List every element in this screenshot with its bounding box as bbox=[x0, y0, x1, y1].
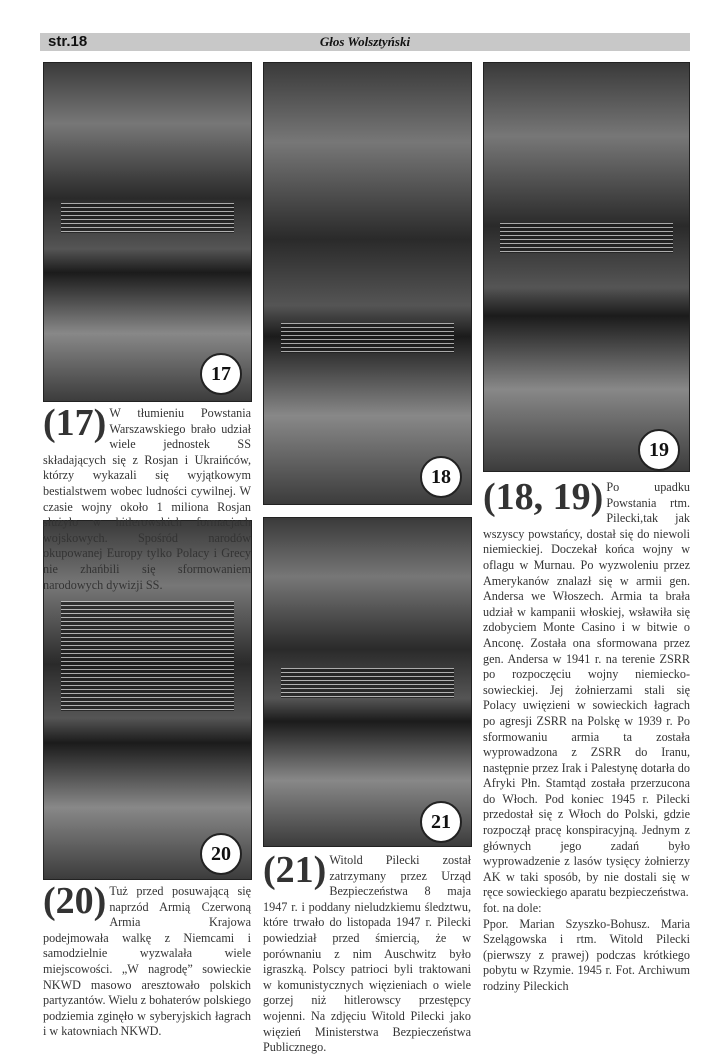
photo-label: fot. na dole: bbox=[483, 901, 542, 916]
photo-number-badge: 18 bbox=[420, 456, 462, 498]
page-header bbox=[40, 33, 690, 51]
photo-number-badge: 17 bbox=[200, 353, 242, 395]
photo-number-badge: 19 bbox=[638, 429, 680, 471]
article-number: (21) bbox=[263, 849, 327, 891]
article-number: (17) bbox=[43, 402, 107, 444]
page-number: str.18 bbox=[48, 33, 88, 50]
photo-number-badge: 21 bbox=[420, 801, 462, 843]
photo-17 bbox=[43, 62, 252, 402]
photo-21 bbox=[263, 517, 472, 847]
photo-caption: Ppor. Marian Szyszko-Bohusz. Maria Szelągowska i rtm. Witold Pilecki (pierwszy z prawej) podczas krótkiego pobytu w Rzymie. 1945 r. Fot. Archiwum rodziny Pileckich bbox=[483, 916, 690, 993]
photo-18 bbox=[263, 62, 472, 505]
article-text: Po upadku Powstania rtm. Pilecki,tak jak wszyscy powstańcy, dostał się do niewoli niemieckiej. Doczekał końca wojny w oflagu w Murnau. Po wyzwoleniu przez Amerykanów znalazł się w armii gen. Andersa we Włoszech. Armia ta brała udział w kampanii włoskiej, wsławiła się zdobyciem Monte Casino i w bitwie o Anconę. Została ona sformowana przez gen. Andersa w 1941 r. na terenie ZSRR po rozpoczęciu wojny niemiecko-sowieckiej. Jej żołnierzami stali się Polacy uwięzieni w sowieckich łagrach po agresji ZSRR na Polskę w 1939 r. Po sformowaniu armia ta została wyprowadzona z ZSRR do Iranu, następnie przez Irak i Palestynę dotarła do Afryki Płn. Stamtąd została przerzucona do Włoch. Pod koniec 1945 r. Pilecki przedostał się z Włoch do Polski, gdzie rozpoczął pracę konspiracyjną. Jednym z głównych jego zadań było wyprowadzenie z lasów tysięcy żołnierzy AK w taki sposób, by nie dostali się w ręce sowieckiego aparatu bezpieczeństwa. bbox=[483, 480, 690, 900]
photo-number-badge: 20 bbox=[200, 833, 242, 875]
article-20 bbox=[43, 880, 251, 1040]
article-text: W tłumieniu Powstania Warszawskiego brało udział wiele jednostek SS składających się z Rosjan i Ukraińców, którzy wykazali się wyjątkowym bestialstwem wobec ludności cywilnej. W czasie wojny około 1 miliona Rosjan służyło w hitlerowskich formacjach wojskowych. Spośród narodów okupowanej Europy tylko Polacy i Grecy nie zhańbili się sformowaniem narodowych dywizji SS. bbox=[43, 406, 251, 592]
article-18-19 bbox=[483, 476, 690, 995]
newspaper-title: Głos Wolsztyński bbox=[319, 34, 411, 49]
article-number: (20) bbox=[43, 880, 107, 922]
article-21 bbox=[263, 849, 471, 1056]
photo-19 bbox=[483, 62, 690, 472]
article-number: (18, 19) bbox=[483, 476, 604, 518]
article-text: Witold Pilecki został zatrzymany przez Urząd Bezpieczeństwa 8 maja 1947 r. i poddany nieludzkiemu śledztwu, które trwało do listopada 1947 r. Pilecki powiedział przed śmiercią, że w porównaniu z nim Auschwitz było igraszką. Polscy patrioci byli traktowani w komunistycznych więzieniach o wiele gorzej niż hitlerowscy przestępcy wojenni. Na zdjęciu Witold Pilecki jako więzień Ministerstwa Bezpieczeństwa Publicznego. bbox=[263, 853, 471, 1055]
article-text: Tuż przed posuwającą się naprzód Armią Czerwoną Armia Krajowa podejmowała walkę z Niemcami i samodzielnie wyzwalała wiele miejscowości. „W nagrodę” sowieckie NKWD masowo aresztowało polskich partyzantów. Wielu z bohaterów polskiego podziemia zginęło w syberyjskich łagrach i w katowniach NKWD. bbox=[43, 884, 251, 1039]
article-17 bbox=[43, 402, 251, 593]
